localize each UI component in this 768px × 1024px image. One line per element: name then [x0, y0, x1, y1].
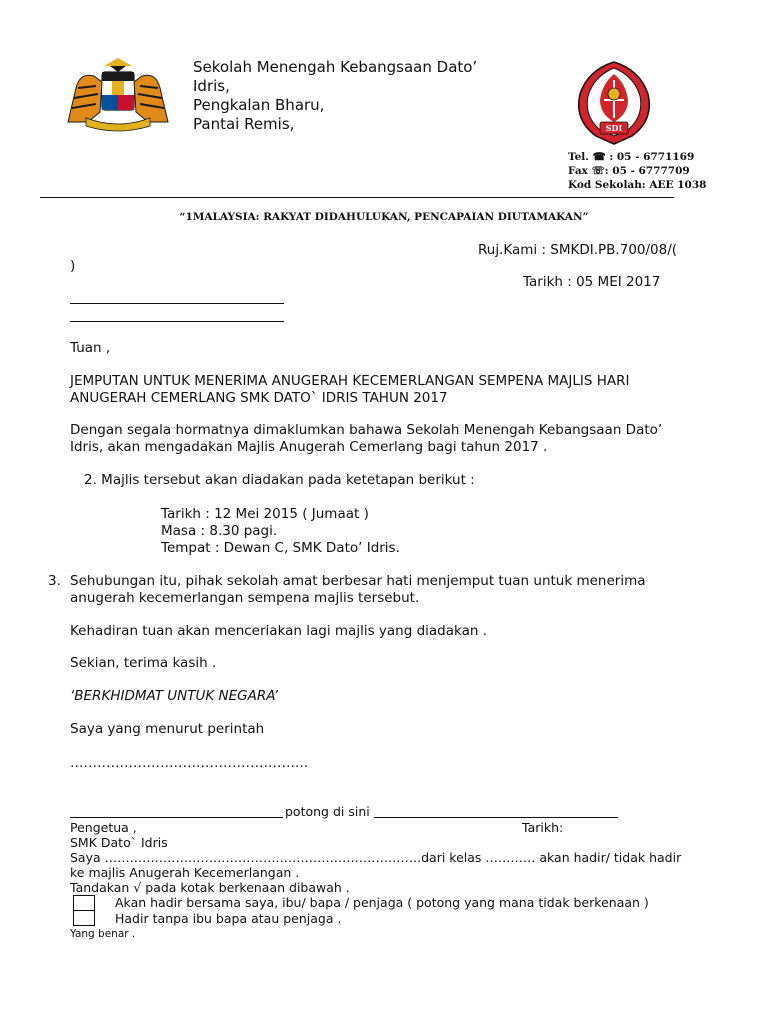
cut-line-left [70, 817, 283, 818]
reference-number: Ruj.Kami : SMKDI.PB.700/08/( [478, 242, 678, 258]
paragraph-line: Dengan segala hormatnya dimaklumkan bahawa Sekolah Menengah Kebangsaan Dato’ [70, 422, 663, 438]
attendance-note: Kehadiran tuan akan menceriakan lagi majlis yang diadakan . [70, 623, 488, 639]
signoff: Saya yang menurut perintah [70, 721, 265, 737]
slip-name-line: Saya ………………………………………………………………….dari kelas ………… akan hadir/ tidak hadir [70, 850, 682, 865]
closing: Sekian, terima kasih . [70, 655, 217, 671]
salutation: Tuan , [70, 340, 111, 356]
cut-label: potong di sini [285, 804, 370, 819]
recipient-line [70, 321, 284, 322]
subject-line: ANUGERAH CEMERLANG SMK DATO` IDRIS TAHUN 2017 [70, 390, 448, 406]
item-3-number: 3. [48, 573, 61, 589]
contact-info [568, 150, 706, 192]
school-address [193, 58, 477, 134]
crest-text: SDI [605, 123, 623, 133]
slip-instruction: Tandakan √ pada kotak berkenaan dibawah . [70, 880, 350, 895]
reference-number-cont: ) [70, 258, 76, 274]
tel-line: Tel. ☎ : 05 - 6771169 [568, 151, 695, 163]
school-line: Pengkalan Bharu, [193, 96, 325, 114]
jata-negara-logo [66, 58, 170, 132]
slip-recipient: Pengetua , [70, 820, 137, 835]
school-crest-logo [566, 60, 662, 146]
cut-line-right [374, 817, 618, 818]
school-line: Sekolah Menengah Kebangsaan Dato’ [193, 58, 478, 76]
event-venue: Tempat : Dewan C, SMK Dato’ Idris. [161, 540, 400, 556]
item-3-line: Sehubungan itu, pihak sekolah amat berbesar hati menjemput tuan untuk menerima [70, 573, 646, 589]
fax-line: Fax ☏: 05 - 6777709 [568, 165, 690, 177]
motto: “1MALAYSIA: RAKYAT DIDAHULUKAN, PENCAPAIAN DIUTAMAKAN” [179, 211, 589, 223]
checkbox-attend-without-parent[interactable] [73, 910, 95, 926]
school-code: Kod Sekolah: AEE 1038 [568, 179, 707, 191]
item-2: 2. Majlis tersebut akan diadakan pada ketetapan berikut : [84, 472, 475, 488]
paragraph-line: Idris, akan mengadakan Majlis Anugerah Cemerlang bagi tahun 2017 . [70, 439, 548, 455]
subject-line: JEMPUTAN UNTUK MENERIMA ANUGERAH KECEMERLANGAN SEMPENA MAJLIS HARI [70, 373, 630, 389]
header-divider [40, 197, 674, 198]
option-attend-without-parent: Hadir tanpa ibu bapa atau penjaga . [115, 911, 342, 926]
checkbox-attend-with-parent[interactable] [73, 895, 95, 911]
slogan: ‘BERKHIDMAT UNTUK NEGARA’ [70, 688, 278, 704]
school-line: Idris, [193, 77, 230, 95]
school-line: Pantai Remis, [193, 115, 295, 133]
event-time: Masa : 8.30 pagi. [161, 523, 278, 539]
slip-school: SMK Dato` Idris [70, 835, 168, 850]
option-attend-with-parent: Akan hadir bersama saya, ibu/ bapa / penjaga ( potong yang mana tidak berkenaan ) [115, 895, 649, 910]
slip-signoff: Yang benar . [70, 928, 136, 940]
event-date: Tarikh : 12 Mei 2015 ( Jumaat ) [161, 506, 369, 522]
letter-date: Tarikh : 05 MEI 2017 [523, 274, 661, 290]
slip-event: ke majlis Anugerah Kecemerlangan . [70, 865, 300, 880]
recipient-line [70, 303, 284, 304]
item-3-line: anugerah kecemerlangan sempena majlis tersebut. [70, 590, 420, 606]
signature-line: …………………………………………….. [70, 755, 309, 771]
slip-date-label: Tarikh: [522, 820, 564, 835]
